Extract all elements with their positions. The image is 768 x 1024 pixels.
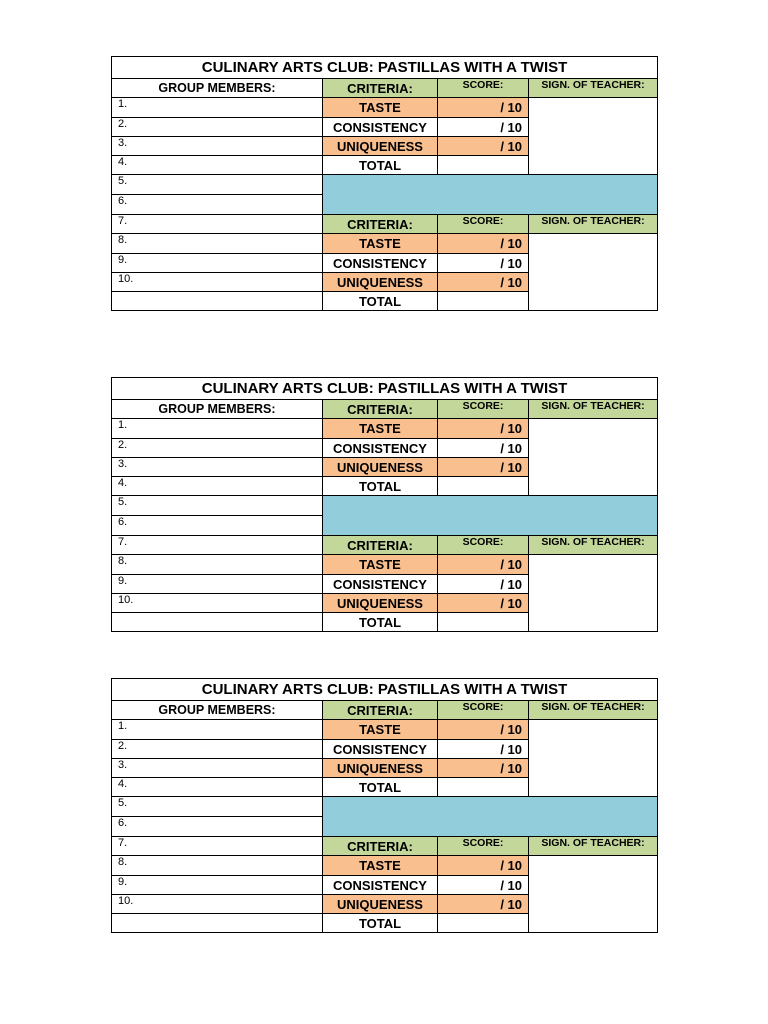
score-header: SCORE: xyxy=(438,400,529,419)
criterion-consistency: CONSISTENCY xyxy=(323,254,438,273)
criterion-taste: TASTE xyxy=(323,234,438,254)
score-table xyxy=(111,377,658,632)
member-row-3[interactable]: 3. xyxy=(112,458,323,477)
member-row-4[interactable]: 4. xyxy=(112,156,323,175)
score-header: SCORE: xyxy=(438,701,529,720)
score-taste[interactable]: / 10 xyxy=(438,98,529,118)
score-uniqueness[interactable]: / 10 xyxy=(438,895,529,914)
member-row-3[interactable]: 3. xyxy=(112,759,323,778)
member-row-5[interactable]: 5. xyxy=(112,175,323,195)
score-table xyxy=(111,678,658,933)
score-consistency[interactable]: / 10 xyxy=(438,439,529,458)
member-row-10[interactable]: 10. xyxy=(112,895,323,914)
total-label: TOTAL xyxy=(323,613,438,632)
score-header: SCORE: xyxy=(438,215,529,234)
total-label: TOTAL xyxy=(323,292,438,311)
member-row-8[interactable]: 8. xyxy=(112,856,323,876)
criteria-header: CRITERIA: xyxy=(323,701,438,720)
criterion-uniqueness: UNIQUENESS xyxy=(323,895,438,914)
member-row-9[interactable]: 9. xyxy=(112,575,323,594)
criteria-header: CRITERIA: xyxy=(323,837,438,856)
criterion-uniqueness: UNIQUENESS xyxy=(323,458,438,477)
criteria-header: CRITERIA: xyxy=(323,215,438,234)
score-uniqueness[interactable]: / 10 xyxy=(438,759,529,778)
score-consistency[interactable]: / 10 xyxy=(438,740,529,759)
score-table xyxy=(111,56,658,311)
score-uniqueness[interactable]: / 10 xyxy=(438,458,529,477)
score-taste[interactable]: / 10 xyxy=(438,856,529,876)
total-score[interactable] xyxy=(438,477,529,496)
member-row-2[interactable]: 2. xyxy=(112,118,323,137)
member-row-10[interactable]: 10. xyxy=(112,594,323,613)
member-row-6[interactable]: 6. xyxy=(112,195,323,215)
score-consistency[interactable]: / 10 xyxy=(438,254,529,273)
total-label: TOTAL xyxy=(323,477,438,496)
member-row-6[interactable]: 6. xyxy=(112,516,323,536)
criterion-taste: TASTE xyxy=(323,720,438,740)
criterion-uniqueness: UNIQUENESS xyxy=(323,594,438,613)
separator-band xyxy=(323,175,658,215)
criterion-consistency: CONSISTENCY xyxy=(323,575,438,594)
member-row-blank[interactable] xyxy=(112,613,323,632)
total-score[interactable] xyxy=(438,156,529,175)
teacher-signature-box[interactable] xyxy=(529,856,658,933)
member-row-5[interactable]: 5. xyxy=(112,797,323,817)
score-uniqueness[interactable]: / 10 xyxy=(438,273,529,292)
member-row-1[interactable]: 1. xyxy=(112,720,323,740)
member-row-9[interactable]: 9. xyxy=(112,876,323,895)
score-taste[interactable]: / 10 xyxy=(438,720,529,740)
criterion-consistency: CONSISTENCY xyxy=(323,118,438,137)
score-consistency[interactable]: / 10 xyxy=(438,118,529,137)
member-row-2[interactable]: 2. xyxy=(112,740,323,759)
total-label: TOTAL xyxy=(323,156,438,175)
member-row-8[interactable]: 8. xyxy=(112,555,323,575)
score-uniqueness[interactable]: / 10 xyxy=(438,594,529,613)
score-sheet-1 xyxy=(111,56,657,311)
teacher-signature-header: SIGN. OF TEACHER: xyxy=(529,79,658,98)
member-row-4[interactable]: 4. xyxy=(112,778,323,797)
score-header: SCORE: xyxy=(438,536,529,555)
total-score[interactable] xyxy=(438,778,529,797)
member-row-10[interactable]: 10. xyxy=(112,273,323,292)
total-label: TOTAL xyxy=(323,778,438,797)
member-row-5[interactable]: 5. xyxy=(112,496,323,516)
member-row-9[interactable]: 9. xyxy=(112,254,323,273)
member-row-blank[interactable] xyxy=(112,292,323,311)
member-row-4[interactable]: 4. xyxy=(112,477,323,496)
score-consistency[interactable]: / 10 xyxy=(438,575,529,594)
member-row-3[interactable]: 3. xyxy=(112,137,323,156)
sheet-title: CULINARY ARTS CLUB: PASTILLAS WITH A TWIST xyxy=(112,679,658,701)
group-members-label: GROUP MEMBERS: xyxy=(112,79,323,98)
teacher-signature-header: SIGN. OF TEACHER: xyxy=(529,536,658,555)
criterion-uniqueness: UNIQUENESS xyxy=(323,273,438,292)
criterion-taste: TASTE xyxy=(323,856,438,876)
criterion-taste: TASTE xyxy=(323,555,438,575)
member-row-6[interactable]: 6. xyxy=(112,817,323,837)
criterion-consistency: CONSISTENCY xyxy=(323,876,438,895)
teacher-signature-box[interactable] xyxy=(529,419,658,496)
criterion-taste: TASTE xyxy=(323,419,438,439)
group-members-label: GROUP MEMBERS: xyxy=(112,701,323,720)
total-score[interactable] xyxy=(438,292,529,311)
member-row-1[interactable]: 1. xyxy=(112,419,323,439)
teacher-signature-box[interactable] xyxy=(529,98,658,175)
teacher-signature-box[interactable] xyxy=(529,234,658,311)
score-taste[interactable]: / 10 xyxy=(438,419,529,439)
score-sheet-3 xyxy=(111,678,657,933)
teacher-signature-header: SIGN. OF TEACHER: xyxy=(529,215,658,234)
criterion-consistency: CONSISTENCY xyxy=(323,740,438,759)
total-score[interactable] xyxy=(438,613,529,632)
score-header: SCORE: xyxy=(438,79,529,98)
criterion-uniqueness: UNIQUENESS xyxy=(323,137,438,156)
member-row-7[interactable]: 7. xyxy=(112,215,323,234)
score-taste[interactable]: / 10 xyxy=(438,234,529,254)
sheet-title: CULINARY ARTS CLUB: PASTILLAS WITH A TWIST xyxy=(112,378,658,400)
member-row-8[interactable]: 8. xyxy=(112,234,323,254)
score-taste[interactable]: / 10 xyxy=(438,555,529,575)
member-row-7[interactable]: 7. xyxy=(112,536,323,555)
teacher-signature-header: SIGN. OF TEACHER: xyxy=(529,701,658,720)
criterion-taste: TASTE xyxy=(323,98,438,118)
criteria-header: CRITERIA: xyxy=(323,79,438,98)
member-row-blank[interactable] xyxy=(112,914,323,933)
teacher-signature-header: SIGN. OF TEACHER: xyxy=(529,837,658,856)
teacher-signature-header: SIGN. OF TEACHER: xyxy=(529,400,658,419)
criterion-uniqueness: UNIQUENESS xyxy=(323,759,438,778)
teacher-signature-box[interactable] xyxy=(529,720,658,797)
member-row-2[interactable]: 2. xyxy=(112,439,323,458)
member-row-7[interactable]: 7. xyxy=(112,837,323,856)
score-header: SCORE: xyxy=(438,837,529,856)
score-sheet-2 xyxy=(111,377,657,632)
total-score[interactable] xyxy=(438,914,529,933)
teacher-signature-box[interactable] xyxy=(529,555,658,632)
score-consistency[interactable]: / 10 xyxy=(438,876,529,895)
separator-band xyxy=(323,797,658,837)
group-members-label: GROUP MEMBERS: xyxy=(112,400,323,419)
sheet-title: CULINARY ARTS CLUB: PASTILLAS WITH A TWIST xyxy=(112,57,658,79)
criteria-header: CRITERIA: xyxy=(323,536,438,555)
score-uniqueness[interactable]: / 10 xyxy=(438,137,529,156)
criteria-header: CRITERIA: xyxy=(323,400,438,419)
total-label: TOTAL xyxy=(323,914,438,933)
criterion-consistency: CONSISTENCY xyxy=(323,439,438,458)
separator-band xyxy=(323,496,658,536)
member-row-1[interactable]: 1. xyxy=(112,98,323,118)
